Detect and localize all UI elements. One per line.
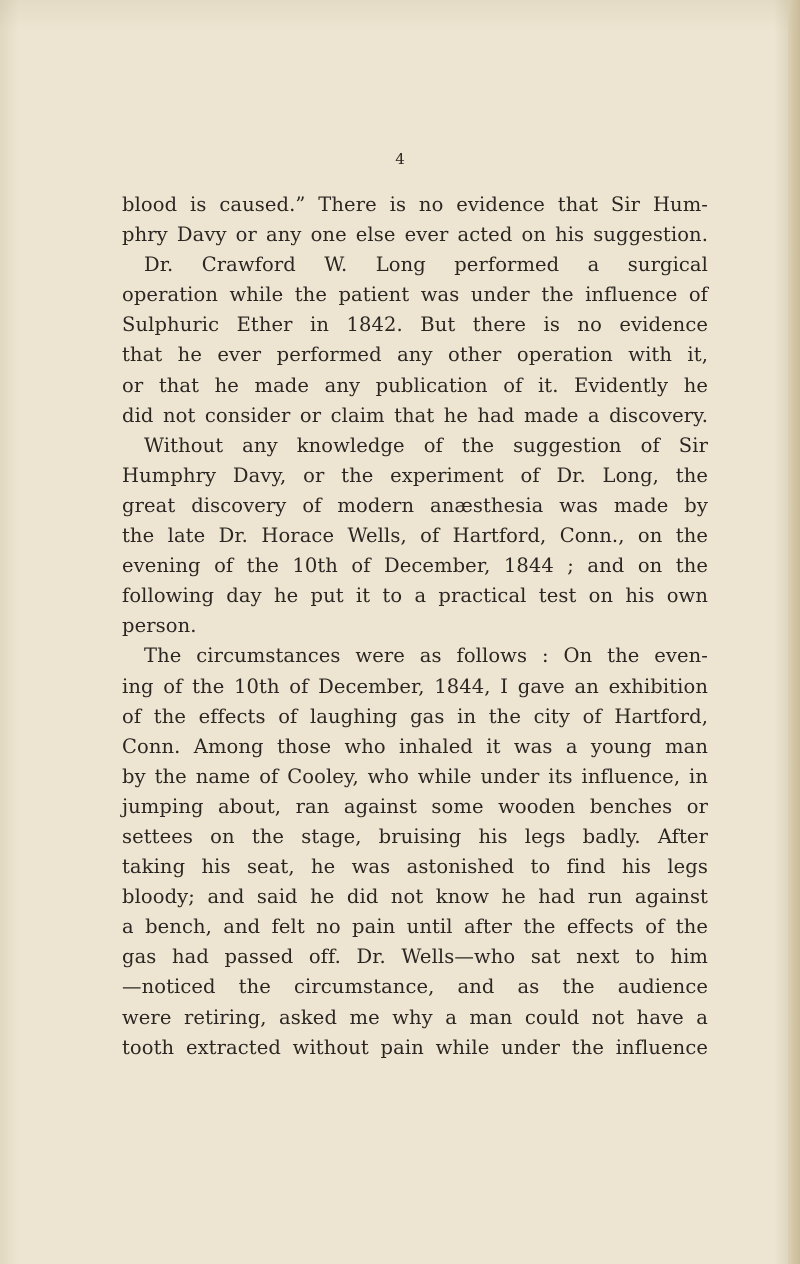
text-line: ing of the 10th of December, 1844, I gave an exhibition — [122, 674, 708, 698]
text-line: a bench, and felt no pain until after the effects of the — [122, 915, 708, 939]
text-line: The circumstances were as follows : On the even- — [144, 644, 708, 668]
text-line: taking his seat, he was astonished to find his legs — [122, 855, 708, 879]
text-line: following day he put it to a practical test on his own — [122, 584, 708, 608]
text-line: operation while the patient was under the influence of — [122, 283, 708, 307]
text-line: Dr. Crawford W. Long performed a surgical — [144, 253, 708, 277]
text-line: bloody; and said he did not know he had run against — [122, 885, 708, 909]
text-line: person. — [122, 614, 197, 638]
text-line: evening of the 10th of December, 1844 ; and on the — [122, 554, 708, 578]
page-edge-shadow — [788, 0, 800, 1264]
text-line: blood is caused.” There is no evidence that Sir Hum- — [122, 193, 708, 216]
text-line: phry Davy or any one else ever acted on his suggestion. — [122, 223, 708, 247]
text-line: Humphry Davy, or the experiment of Dr. Long, the — [122, 463, 708, 487]
text-line: jumping about, ran against some wooden benches or — [122, 794, 708, 818]
text-line: of the effects of laughing gas in the city of Hartford, — [122, 704, 708, 728]
text-line: Conn. Among those who inhaled it was a young man — [122, 734, 708, 758]
text-line: by the name of Cooley, who while under its influence, in — [122, 764, 708, 788]
text-line: did not consider or claim that he had made a discovery. — [122, 403, 708, 427]
text-line: —noticed the circumstance, and as the audience — [122, 975, 708, 999]
body-text — [122, 190, 708, 1063]
page-number: 4 — [395, 150, 405, 168]
text-line: that he ever performed any other operation with it, — [122, 343, 708, 367]
text-line: Sulphuric Ether in 1842. But there is no evidence — [122, 313, 708, 337]
text-line: or that he made any publication of it. Evidently he — [122, 373, 708, 397]
text-line: Without any knowledge of the suggestion of Sir — [144, 433, 708, 457]
text-line: gas had passed off. Dr. Wells—who sat next to him — [122, 945, 708, 969]
text-line: were retiring, asked me why a man could not have a — [122, 1005, 708, 1029]
text-line: tooth extracted without pain while under the influence — [122, 1035, 708, 1059]
text-line: the late Dr. Horace Wells, of Hartford, Conn., on the — [122, 524, 708, 548]
text-line: great discovery of modern anæsthesia was made by — [122, 493, 708, 517]
text-line: settees on the stage, bruising his legs badly. After — [122, 824, 708, 848]
